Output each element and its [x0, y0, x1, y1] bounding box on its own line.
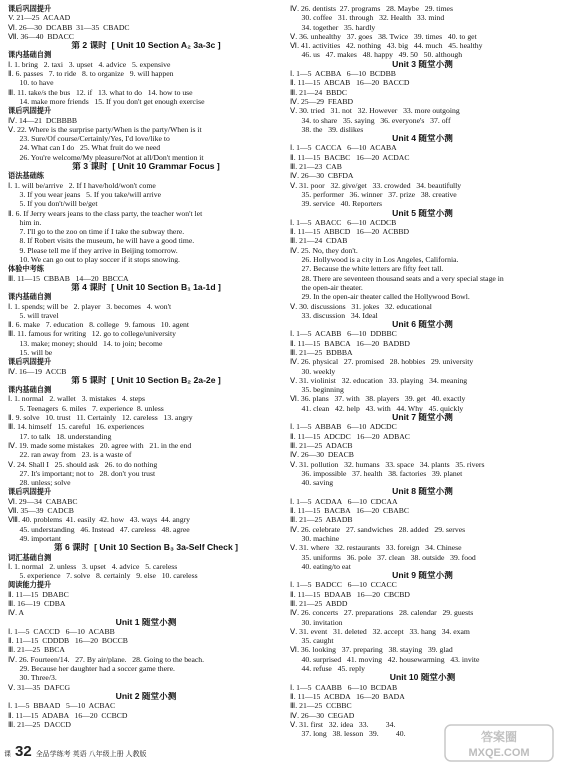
- watermark-label: 答案圈: [480, 730, 518, 744]
- watermark-graphic: [443, 723, 555, 763]
- answer-line: Ⅲ. 21—25 CCBBC: [290, 701, 352, 711]
- answer-line: Ⅰ. 1—5 ABBAB 6—10 ADCDC: [290, 422, 397, 432]
- answer-line: 30. weekly: [290, 366, 336, 376]
- answer-line: Ⅴ. 22. Where is the surprise party/When is the party/When is it: [8, 124, 202, 134]
- answer-line: 3. If you wear jeans 5. If you take/will arrive: [8, 189, 162, 199]
- subsection-heading: 语法基础练: [8, 171, 44, 181]
- answer-line: 5. experience 7. solve 8. certainly 9. else 10. careless: [8, 571, 198, 581]
- answer-line: Ⅳ. 26. Fourteen/14. 27. By air/plane. 28. Going to the beach.: [8, 654, 205, 664]
- answer-line: Ⅰ. 1. normal 2. unless 3. upset 4. advice 5. careless: [8, 561, 178, 571]
- section-title: 第 3 课时 [ Unit 10 Grammar Focus ]: [72, 162, 220, 172]
- section-title: 第 2 课时 [ Unit 10 Section A₂ 3a-3c ]: [71, 41, 221, 51]
- answer-line: 13. make; money; should 14. to join; become: [8, 338, 163, 348]
- section-title: Unit 3 随堂小测: [392, 59, 453, 69]
- answer-line: Ⅳ. A: [8, 608, 25, 618]
- subsection-heading: 课后巩固提升: [8, 106, 52, 116]
- answer-line: Ⅱ. 11—15 BABCA 16—20 BADBD: [290, 338, 410, 348]
- answer-line: Ⅱ. 6. passes 7. to ride 8. to organize 9. will happen: [8, 69, 174, 79]
- section-title: Unit 10 随堂小测: [389, 673, 456, 683]
- answer-line: Ⅴ. 24. Shall I 25. should ask 26. to do nothing: [8, 459, 158, 469]
- answer-line: Ⅱ. 11—15 CDDDB 16—20 BOCCB: [8, 636, 128, 646]
- right-column: [290, 4, 555, 738]
- answer-line: 14. make more friends 15. If you don't get enough exercise: [8, 96, 205, 106]
- answer-line: 30. Three/3.: [8, 673, 57, 683]
- answer-line: Ⅰ. 1—5 BBAAD 5—10 ACBAC: [8, 701, 116, 711]
- answer-line: 5. will travel: [8, 310, 59, 320]
- answer-line: Ⅱ. 11—15 ABCAB 16—20 BACCD: [290, 78, 410, 88]
- answer-line: 26. You're welcome/My pleasure/Not at all/Don't mention it: [8, 152, 204, 162]
- answer-line: 8. If Robert visits the museum, he will have a good time.: [8, 236, 195, 246]
- answer-line: 15. will be: [8, 347, 53, 357]
- answer-line: 35. performer 36. winner 37. prize 38. creative: [290, 189, 457, 199]
- answer-line: Ⅰ. 1—5 CAABB 6—10 BCDAB: [290, 682, 398, 692]
- answer-line: 34. together 35. hardly: [290, 22, 376, 32]
- answer-line: Ⅴ. 31. event 31. deleted 32. accept 33. hang 34. exam: [290, 626, 470, 636]
- answer-line: Ⅲ. 11. famous for writing 12. go to college/university: [8, 329, 176, 339]
- page-number: 32: [15, 743, 32, 760]
- subsection-heading: 课后巩固提升: [8, 487, 52, 497]
- answer-line: 39. service 40. Reporters: [290, 199, 383, 209]
- section-title: 第 5 课时 [ Unit 10 Section B₂ 2a-2e ]: [71, 375, 221, 385]
- answer-line: 30. invitation: [290, 617, 343, 627]
- answer-line: Ⅰ. 1. bring 2. taxi 3. upset 4. advice 5. expensive: [8, 59, 171, 69]
- answer-line: 37. long 38. lesson 39. 40.: [290, 729, 406, 739]
- answer-line: Ⅰ. 1—5 ACBBA 6—10 BCDBB: [290, 69, 396, 79]
- answer-line: 29. Because her daughter had a soccer game there.: [8, 664, 175, 674]
- answer-line: Ⅰ. 1—5 ACDAA 6—10 CDCAA: [290, 496, 398, 506]
- answer-line: Ⅳ. 25. No, they don't.: [290, 245, 358, 255]
- answer-line: Ⅳ. 26—30 CEGAD: [290, 710, 355, 720]
- answer-line: Ⅲ. 21—25 ADACB: [290, 440, 353, 450]
- answer-line: 27. Because the white letters are fifty feet tall.: [290, 264, 444, 274]
- answer-line: Ⅵ. 36. plans 37. with 38. players 39. get 40. exactly: [290, 394, 466, 404]
- section-title: Unit 4 随堂小测: [392, 134, 453, 144]
- answer-line: 36. impossible 37. health 38. factories 39. planet: [290, 468, 463, 478]
- section-title: 第 4 课时 [ Unit 10 Section B₁ 1a-1d ]: [71, 282, 221, 292]
- book-info: 全品学练考 英语 八年级上册 人教版: [35, 751, 147, 758]
- answer-line: Ⅳ. 14—21 DCBBBB: [8, 115, 78, 125]
- answer-line: him in.: [8, 217, 42, 227]
- section-title: 第 6 课时 [ Unit 10 Section B₃ 3a-Self Check ]: [53, 543, 238, 553]
- answer-line: 10. We can go out to play soccer if it stops snowing.: [8, 255, 180, 265]
- answer-line: 35. beginning: [290, 385, 344, 395]
- watermark-logo: [443, 723, 555, 763]
- answer-line: Ⅰ. 1. normal 2. wallet 3. mistakes 4. steps: [8, 394, 145, 404]
- answer-line: 27. It's important; not to 28. don't you trust: [8, 468, 156, 478]
- answer-line: Ⅴ. 31. pollution 32. humans 33. space 34. plants 35. rivers: [290, 459, 485, 469]
- answer-line: Ⅱ. 6. make 7. education 8. college 9. famous 10. agent: [8, 320, 189, 330]
- answer-line: Ⅵ. 26—30 DCABB 31—35 CBADC: [8, 22, 130, 32]
- answer-line: 49. important: [8, 533, 61, 543]
- answer-line: the open-air theater.: [290, 282, 363, 292]
- subsection-heading: 课内基础自测: [8, 50, 52, 60]
- answer-line: Ⅳ. 19. made some mistakes 20. agree with 21. in the end: [8, 440, 192, 450]
- answer-line: Ⅴ. 31. poor 32. give/get 33. crowded 34. beautifully: [290, 180, 462, 190]
- answer-line: Ⅶ. 35—39 CADCB: [8, 506, 74, 516]
- answer-line: Ⅴ. 36. unhealthy 37. goes 38. Twice 39. times 40. to get: [290, 31, 477, 41]
- answer-line: Ⅲ. 14. himself 15. careful 16. experiences: [8, 422, 144, 432]
- footer-prefix: 课: [4, 751, 11, 758]
- section-title: Unit 6 随堂小测: [392, 320, 453, 330]
- answer-line: 40. saving: [290, 478, 334, 488]
- answer-line: 30. machine: [290, 533, 340, 543]
- answer-line: Ⅴ. 31. where 32. restaurants 33. foreign 34. Chinese: [290, 543, 462, 553]
- answer-line: 38. the 39. dislikes: [290, 124, 364, 134]
- answer-line: Ⅳ. 25—29 FEABD: [290, 96, 354, 106]
- watermark-text: MXQE.COM: [468, 747, 530, 759]
- answer-line: 34. to share 35. saying 36. everyone's 37. off: [290, 115, 451, 125]
- answer-line: Ⅲ. 21—25 BDBBA: [290, 347, 353, 357]
- subsection-heading: 课内基础自测: [8, 292, 52, 302]
- answer-line: 35. caught: [290, 636, 334, 646]
- section-title: Unit 8 随堂小测: [392, 487, 453, 497]
- section-title: Unit 1 随堂小测: [115, 617, 177, 627]
- answer-line: Ⅳ. 16—19 ACCB: [8, 366, 67, 376]
- answer-line: Ⅴ. 30. discussions 31. jokes 32. educational: [290, 301, 432, 311]
- answer-line: Ⅱ. 9. solve 10. trust 11. Certainly 12. careless 13. angry: [8, 413, 193, 423]
- answer-line: Ⅱ. 11—15 DBABC: [8, 589, 69, 599]
- answer-line: 24. What can I do 25. What fruit do we need: [8, 143, 161, 153]
- answer-line: Ⅰ. 1—5 BADCC 6—10 CCACC: [290, 580, 397, 590]
- answer-line: Ⅳ. 26. celebrate 27. sandwiches 28. added 29. serves: [290, 524, 466, 534]
- answer-line: Ⅱ. 11—15 BACBA 16—20 CBABC: [290, 506, 410, 516]
- subsection-heading: 课内基础自测: [8, 385, 52, 395]
- answer-line: 22. ran away from 23. is a waste of: [8, 450, 132, 460]
- answer-line: 28. There are seventeen thousand seats and a very special stage in: [290, 273, 504, 283]
- answer-line: Ⅰ. 1. spends; will be 2. player 3. becomes 4. won't: [8, 301, 172, 311]
- answer-line: Ⅲ. 21—25 BBCA: [8, 645, 65, 655]
- left-column: [8, 4, 284, 729]
- answer-line: Ⅵ. 29—34 CABABC: [8, 496, 78, 506]
- answer-line: 40. surprised 41. moving 42. housewarming 43. invite: [290, 654, 480, 664]
- subsection-heading: 体验中考练: [8, 264, 44, 274]
- answer-line: 35. uniforms 36. pole 37. clean 38. outside 39. food: [290, 552, 476, 562]
- answer-line: Ⅴ. 30. tried 31. not 32. However 33. more outgoing: [290, 106, 460, 116]
- answer-line: Ⅴ. 31. violinist 32. education 33. playing 34. meaning: [290, 375, 468, 385]
- answer-line: Ⅱ. 11—15 BACBC 16—20 ACDAC: [290, 152, 410, 162]
- answer-line: Ⅶ. 36—40 BDACC: [8, 31, 74, 41]
- answer-line: 17. to talk 18. understanding: [8, 431, 112, 441]
- answer-line: Ⅲ. 21—25 ABADB: [290, 515, 353, 525]
- answer-line: Ⅲ. 21—24 BBDC: [290, 87, 347, 97]
- answer-line: 7. I'll go to the zoo on time if I take the subway there.: [8, 227, 185, 237]
- subsection-heading: 阅读能力提升: [8, 580, 52, 590]
- answer-line: 33. discussion 34. Ideal: [290, 310, 378, 320]
- section-title: Unit 2 随堂小测: [115, 691, 177, 701]
- answer-line: 5. If you don't/will be/get: [8, 199, 98, 209]
- answer-line: Ⅳ. 26. dentists 27. programs 28. Maybe 29. times: [290, 4, 453, 13]
- answer-line: 23. Sure/Of course/Certainly/Yes, I'd love/like to: [8, 134, 170, 144]
- answer-line: Ⅳ. 26. physical 27. promised 28. hobbies 29. university: [290, 357, 474, 367]
- subsection-heading: 课后巩固提升: [8, 357, 52, 367]
- answer-line: Ⅲ. 16—19 CDBA: [8, 599, 66, 608]
- answer-line: 44. refuse 45. reply: [290, 664, 365, 674]
- answer-line: Ⅱ. 11—15 ADCDC 16—20 ADBAC: [290, 431, 410, 441]
- answer-line: Ⅰ. 1—5 ACABB 6—10 DDBBC: [290, 329, 397, 339]
- section-title: Unit 7 随堂小测: [392, 413, 453, 423]
- answer-line: Ⅰ. 1—5 CACCD 6—10 ACABB: [8, 626, 115, 636]
- answer-line: Ⅰ. 1. will be/arrive 2. If I have/hold/won't come: [8, 180, 156, 190]
- answer-line: Ⅴ. 31—35 DAFCG: [8, 682, 71, 692]
- answer-line: Ⅱ. 11—15 ACBDA 16—20 BADA: [290, 691, 405, 701]
- answer-line: Ⅵ. 36. looking 37. preparing 38. staying 39. glad: [290, 645, 453, 655]
- answer-line: Ⅴ. 31. first 32. idea 33. 34.: [290, 719, 396, 729]
- answer-line: 29. In the open-air theater called the Hollywood Bowl.: [290, 292, 470, 302]
- section-title: Unit 9 随堂小测: [392, 571, 453, 581]
- answer-line: 30. coffee 31. through 32. Health 33. mind: [290, 13, 445, 23]
- answer-line: Ⅱ. 11—15 ADABA 16—20 CCBCD: [8, 710, 128, 720]
- page-footer: [4, 743, 147, 761]
- answer-line: Ⅲ. 11. take/s the bus 12. if 13. what to do 14. how to use: [8, 87, 193, 97]
- section-title: Unit 5 随堂小测: [392, 208, 453, 218]
- answer-line: 40. eating/to eat: [290, 561, 351, 571]
- answer-line: Ⅲ. 21—25 DACCD: [8, 719, 71, 729]
- answer-line: Ⅱ. 6. If Jerry wears jeans to the class party, the teacher won't let: [8, 208, 203, 218]
- answer-line: 5. Teenagers 6. miles 7. experience 8. unless: [8, 403, 164, 413]
- answer-line: 28. unless; solve: [8, 478, 71, 488]
- answer-line: Ⅰ. 1—5 ABACC 6—10 ACDCB: [290, 217, 397, 227]
- answer-line: 26. Hollywood is a city in Los Angeles, California.: [290, 255, 459, 265]
- answer-line: Ⅱ. 11—15 ABBCD 16—20 ACBBD: [290, 227, 410, 237]
- subsection-heading: 词汇基础自测: [8, 552, 52, 562]
- answer-line: 46. us 47. makes 48. happy 49. 50 50. although: [290, 50, 463, 60]
- answer-line: 10. to have: [8, 78, 54, 88]
- answer-line: Ⅳ. 26—30 DEACB: [290, 450, 354, 460]
- answer-line: Ⅳ. 26—30 CBFDA: [290, 171, 354, 181]
- answer-line: Ⅵ. 41. activities 42. nothing 43. big 44. much 45. healthy: [290, 41, 483, 51]
- answer-line: Ⅲ. 21—23 CAB: [290, 162, 342, 172]
- answer-line: 41. clean 42. help 43. with 44. Why 45. quickly: [290, 403, 464, 413]
- answer-line: Ⅲ. 11—15 CBBAB 14—20 BBCCA: [8, 273, 129, 283]
- answer-line: Ⅱ. 11—15 BDAAB 16—20 CBCBD: [290, 589, 410, 599]
- answer-line: Ⅲ. 21—25 ABDD: [290, 599, 348, 608]
- answer-line: Ⅰ. 1—5 CACCA 6—10 ACABA: [290, 143, 397, 153]
- answer-line: 9. Please tell me if they arrive in Beijing tomorrow.: [8, 245, 178, 255]
- answer-line: Ⅷ. 40. problems 41. easily 42. how 43. ways 44. angry: [8, 515, 191, 525]
- subsection-heading: 课后巩固提升: [8, 4, 52, 13]
- answer-line: V. 21—25 ACAAD: [8, 13, 71, 23]
- answer-line: Ⅳ. 26. concerts 27. preparations 28. calendar 29. guests: [290, 608, 474, 618]
- answer-line: Ⅲ. 21—24 CDAB: [290, 236, 348, 246]
- answer-line: 45. understanding 46. Instead 47. careless 48. agree: [8, 524, 190, 534]
